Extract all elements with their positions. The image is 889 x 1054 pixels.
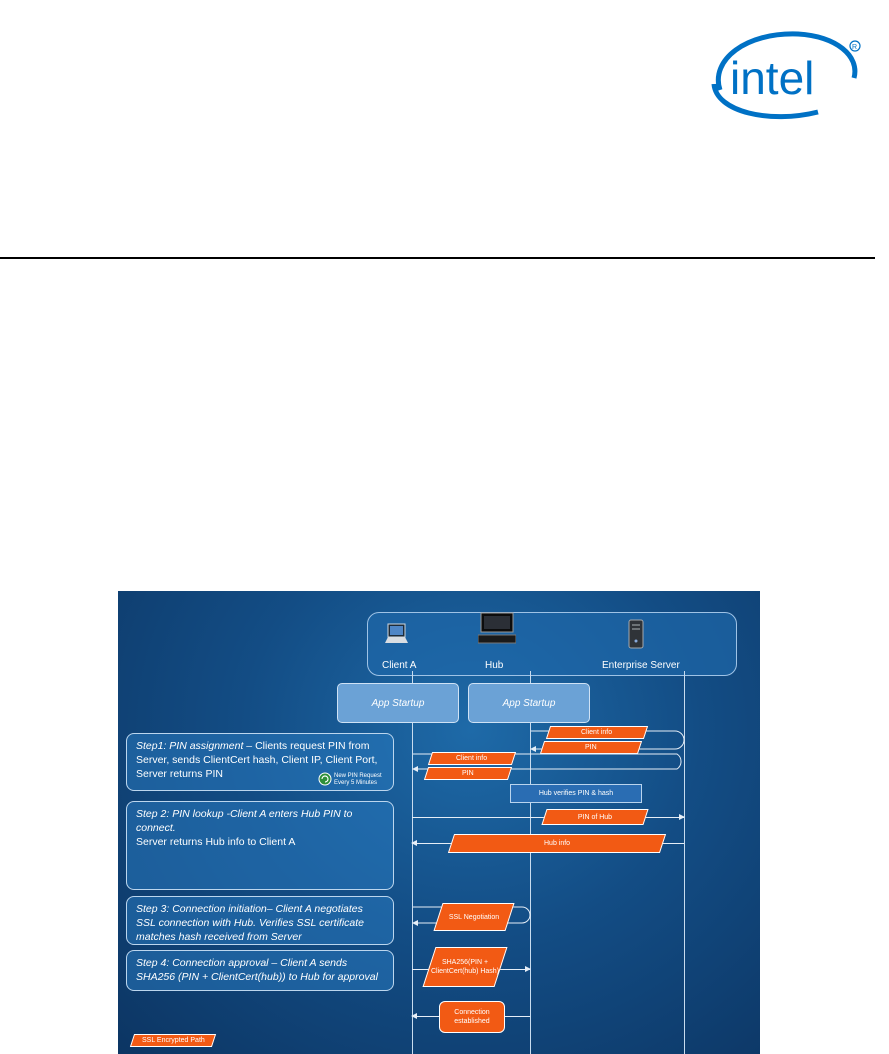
app-startup-client: App Startup (337, 683, 459, 723)
msg-hub-info: Hub info (448, 834, 666, 853)
client-a-lifeline (412, 671, 413, 1054)
step-2-box (126, 801, 394, 890)
step-3-title: Step 3: Connection initiation– Client A negotiates SSL connection with Hub. Verifies SSL certificate matches hash received from Server (136, 903, 365, 943)
svg-text:R: R (852, 44, 858, 51)
step-4-title: Step 4: Connection approval – Client A sends SHA256 (PIN + ClientCert(hub)) to Hub for approval (136, 957, 378, 983)
hub-device-icon (478, 612, 516, 644)
laptop-icon (384, 622, 410, 646)
msg-sha256: SHA256(PIN + ClientCert(hub) Hash) (423, 947, 508, 987)
actors-panel (367, 612, 737, 676)
msg-client-a-client-info: Client info (428, 752, 516, 765)
step-3-box (126, 896, 394, 945)
sequence-diagram (118, 591, 760, 1054)
msg-ssl-negotiation: SSL Negotiation (433, 903, 514, 931)
actor-hub: Hub (485, 660, 504, 671)
step-1-title: Step1: PIN assignment – (136, 740, 256, 752)
server-tower-icon (627, 619, 645, 649)
legend-ssl-encrypted-path: SSL Encrypted Path (130, 1034, 216, 1047)
intel-logo (706, 26, 862, 126)
app-startup-hub: App Startup (468, 683, 590, 723)
step-1-note: New PIN Request Every 5 Minutes (334, 773, 382, 786)
msg-pin-of-hub: PIN of Hub (541, 809, 648, 825)
step-2-title: Step 2: PIN lookup -Client A enters Hub PIN to connect. (136, 808, 353, 834)
step-2-text: Server returns Hub info to Client A (136, 836, 296, 848)
logo-text: intel (730, 52, 815, 104)
msg-hub-client-info: Client info (546, 726, 648, 739)
hub-verifies-box: Hub verifies PIN & hash (510, 784, 642, 803)
step-4-box (126, 950, 394, 991)
actor-client-a: Client A (382, 660, 417, 671)
step-1-text: Clients request PIN from Server, sends ClientCert hash, Client IP, Client Port, Server returns PIN (136, 740, 378, 780)
msg-hub-pin: PIN (540, 741, 642, 754)
msg-connection-established: Connection established (439, 1001, 505, 1033)
actor-enterprise-server: Enterprise Server (602, 660, 680, 671)
refresh-icon (318, 772, 332, 786)
msg-client-a-pin: PIN (424, 767, 512, 780)
header-divider (0, 257, 875, 259)
